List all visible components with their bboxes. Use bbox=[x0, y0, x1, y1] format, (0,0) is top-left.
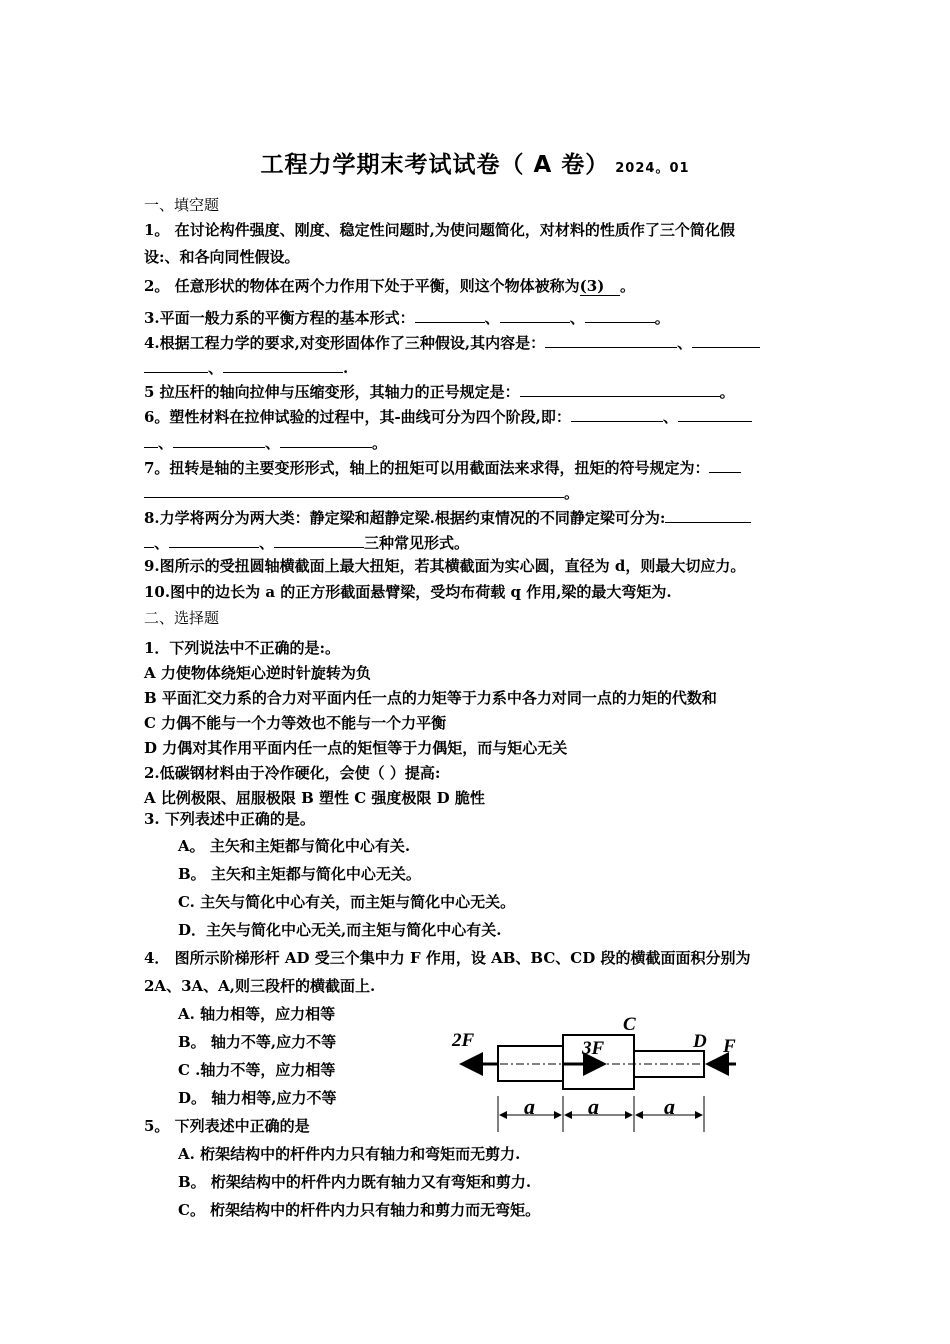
q7-line-1 bbox=[144, 459, 741, 477]
label-f: F bbox=[723, 1036, 736, 1057]
c5-question: 5。 下列表述中正确的是 bbox=[144, 1117, 310, 1135]
q2-answer-number: (3) bbox=[579, 277, 605, 295]
q6-blank-1 bbox=[571, 408, 663, 422]
q4-line-2 bbox=[144, 359, 348, 377]
q6-sep-2: 、 bbox=[158, 434, 174, 452]
c3-option-d: D．主矢与简化中心无关,而主矩与简化中心有关. bbox=[178, 921, 502, 939]
q3-blank-1 bbox=[415, 309, 485, 323]
c4-option-b: B。 轴力不等,应力不等 bbox=[178, 1033, 337, 1051]
q3-sep-2: 、 bbox=[569, 309, 585, 327]
q9-line: 9.图所示的受扭圆轴横截面上最大扭矩，若其横截面为实心圆，直径为 d，则最大切应力。 bbox=[144, 557, 746, 575]
q6-blank-2b bbox=[144, 434, 158, 448]
q4-sep-1: 、 bbox=[677, 334, 693, 352]
c5-option-a: A. 桁架结构中的杆件内力只有轴力和弯矩而无剪力. bbox=[178, 1145, 521, 1163]
q6-line-1 bbox=[144, 408, 752, 426]
c1-option-b: B 平面汇交力系的合力对平面内任一点的力矩等于力系中各力对同一点的力矩的代数和 bbox=[144, 689, 717, 707]
q8-sep-1: 、 bbox=[154, 534, 170, 552]
q6-end: 。 bbox=[372, 434, 388, 452]
q5-line bbox=[144, 383, 735, 401]
q6-blank-3 bbox=[173, 434, 265, 448]
q6-blank-4 bbox=[280, 434, 372, 448]
q2-line bbox=[144, 277, 635, 295]
q6-sep-1: 、 bbox=[662, 408, 678, 426]
q8-end: 三种常见形式。 bbox=[364, 534, 470, 552]
q2-text: 2。 任意形状的物体在两个力作用下处于平衡，则这个物体被称为 bbox=[144, 277, 580, 295]
q8-sep-2: 、 bbox=[259, 534, 275, 552]
q8-blank-3 bbox=[274, 534, 364, 548]
q8-line-2 bbox=[144, 534, 469, 552]
q6-line-2 bbox=[144, 434, 387, 452]
section-heading-choice: 二、选择题 bbox=[144, 609, 220, 627]
c1-option-c: C 力偶不能与一个力等效也不能与一个力平衡 bbox=[144, 714, 447, 732]
label-d: D bbox=[693, 1031, 707, 1052]
q4-blank-1 bbox=[545, 334, 677, 348]
q7-blank-1 bbox=[709, 459, 741, 473]
section-heading-fill-in: 一、填空题 bbox=[144, 196, 220, 214]
c5-option-b: B。 桁架结构中的杆件内力既有轴力又有弯矩和剪力. bbox=[178, 1173, 532, 1191]
q10-line: 10.图中的边长为 a 的正方形截面悬臂梁，受均布荷载 q 作用,梁的最大弯矩为. bbox=[144, 583, 672, 601]
q5-blank bbox=[520, 383, 720, 397]
q5-end: 。 bbox=[719, 383, 735, 401]
exam-title-text: 工程力学期末考试试卷（ A 卷） bbox=[260, 152, 610, 178]
c1-option-a: A 力使物体绕矩心逆时针旋转为负 bbox=[144, 664, 371, 682]
q3-end: 。 bbox=[654, 309, 670, 327]
c4-option-a: A. 轴力相等，应力相等 bbox=[178, 1005, 336, 1023]
q6-sep-3: 、 bbox=[265, 434, 281, 452]
q4-blank-2a bbox=[692, 334, 760, 348]
stepped-bar-figure bbox=[440, 1010, 760, 1135]
q3-text: 3.平面一般力系的平衡方程的基本形式： bbox=[144, 309, 415, 327]
q8-blank-2 bbox=[169, 534, 259, 548]
dim-label-bc: a bbox=[588, 1094, 599, 1119]
q1-line-1: 1。 在讨论构件强度、刚度、稳定性问题时,为使问题简化，对材料的性质作了三个简化假 bbox=[144, 221, 735, 239]
q8-blank-1a bbox=[665, 509, 751, 523]
label-3f: 3F bbox=[582, 1038, 605, 1059]
c4-question-line-2: 2A、3A、A,则三段杆的横截面上. bbox=[144, 977, 376, 995]
q2-end: 。 bbox=[619, 277, 635, 295]
exam-title bbox=[0, 146, 950, 179]
q8-blank-1b bbox=[144, 534, 154, 548]
q4-text: 4.根据工程力学的要求,对变形固体作了三种假设,其内容是： bbox=[144, 334, 546, 352]
c1-option-d: D 力偶对其作用平面内任一点的矩恒等于力偶矩，而与矩心无关 bbox=[144, 739, 568, 757]
q3-blank-3 bbox=[585, 309, 655, 323]
q4-line-1 bbox=[144, 334, 760, 352]
q3-line bbox=[144, 309, 670, 327]
dim-label-ab: a bbox=[524, 1094, 535, 1119]
c5-option-c: C。 桁架结构中的杆件内力只有轴力和剪力而无弯矩。 bbox=[178, 1201, 541, 1219]
q2-answer-blank bbox=[580, 277, 620, 296]
c3-option-c: C. 主矢与简化中心有关，而主矩与简化中心无关。 bbox=[178, 893, 516, 911]
label-2f: 2F bbox=[452, 1030, 475, 1051]
q6-text: 6。塑性材料在拉伸试验的过程中，其-曲线可分为四个阶段,即： bbox=[144, 408, 571, 426]
q7-line-2 bbox=[144, 484, 579, 502]
c3-option-a: A。 主矢和主矩都与简化中心有关. bbox=[178, 837, 411, 855]
label-c: C bbox=[623, 1014, 636, 1035]
q4-blank-3 bbox=[223, 359, 343, 373]
q8-text: 8.力学将两分为两大类：静定梁和超静定梁.根据约束情况的不同静定梁可分为: bbox=[144, 509, 666, 527]
q7-text: 7。扭转是轴的主要变形形式，轴上的扭矩可以用截面法来求得，扭矩的符号规定为： bbox=[144, 459, 710, 477]
dim-label-cd: a bbox=[664, 1094, 675, 1119]
c2-options: A 比例极限、屈服极限 B 塑性 C 强度极限 D 脆性 bbox=[144, 789, 485, 807]
q7-end: 。 bbox=[564, 484, 580, 502]
q6-blank-2a bbox=[678, 408, 752, 422]
c1-question: 1．下列说法中不正确的是:。 bbox=[144, 639, 340, 657]
c3-option-b: B。 主矢和主矩都与简化中心无关。 bbox=[178, 865, 421, 883]
c4-question-line-1: 4． 图所示阶梯形杆 AD 受三个集中力 F 作用，设 AB、BC、CD 段的横截面面积分别为 bbox=[144, 949, 751, 967]
q7-blank-2 bbox=[144, 484, 564, 498]
q4-blank-2b bbox=[144, 359, 208, 373]
c3-question: 3. 下列表述中正确的是。 bbox=[144, 810, 315, 828]
c4-option-c: C .轴力不等，应力相等 bbox=[178, 1061, 336, 1079]
c4-option-d: D。 轴力相等,应力不等 bbox=[178, 1089, 337, 1107]
q4-end: . bbox=[343, 359, 349, 377]
exam-date: 2024。01 bbox=[615, 161, 690, 176]
q4-sep-2: 、 bbox=[208, 359, 224, 377]
q3-blank-2 bbox=[500, 309, 570, 323]
q8-line-1 bbox=[144, 509, 751, 527]
c2-question: 2.低碳钢材料由于冷作硬化，会使（ ）提高: bbox=[144, 764, 441, 782]
q5-text: 5 拉压杆的轴向拉伸与压缩变形，其轴力的正号规定是： bbox=[144, 383, 520, 401]
q3-sep-1: 、 bbox=[484, 309, 500, 327]
q1-line-2: 设:、和各向同性假设。 bbox=[144, 248, 300, 266]
